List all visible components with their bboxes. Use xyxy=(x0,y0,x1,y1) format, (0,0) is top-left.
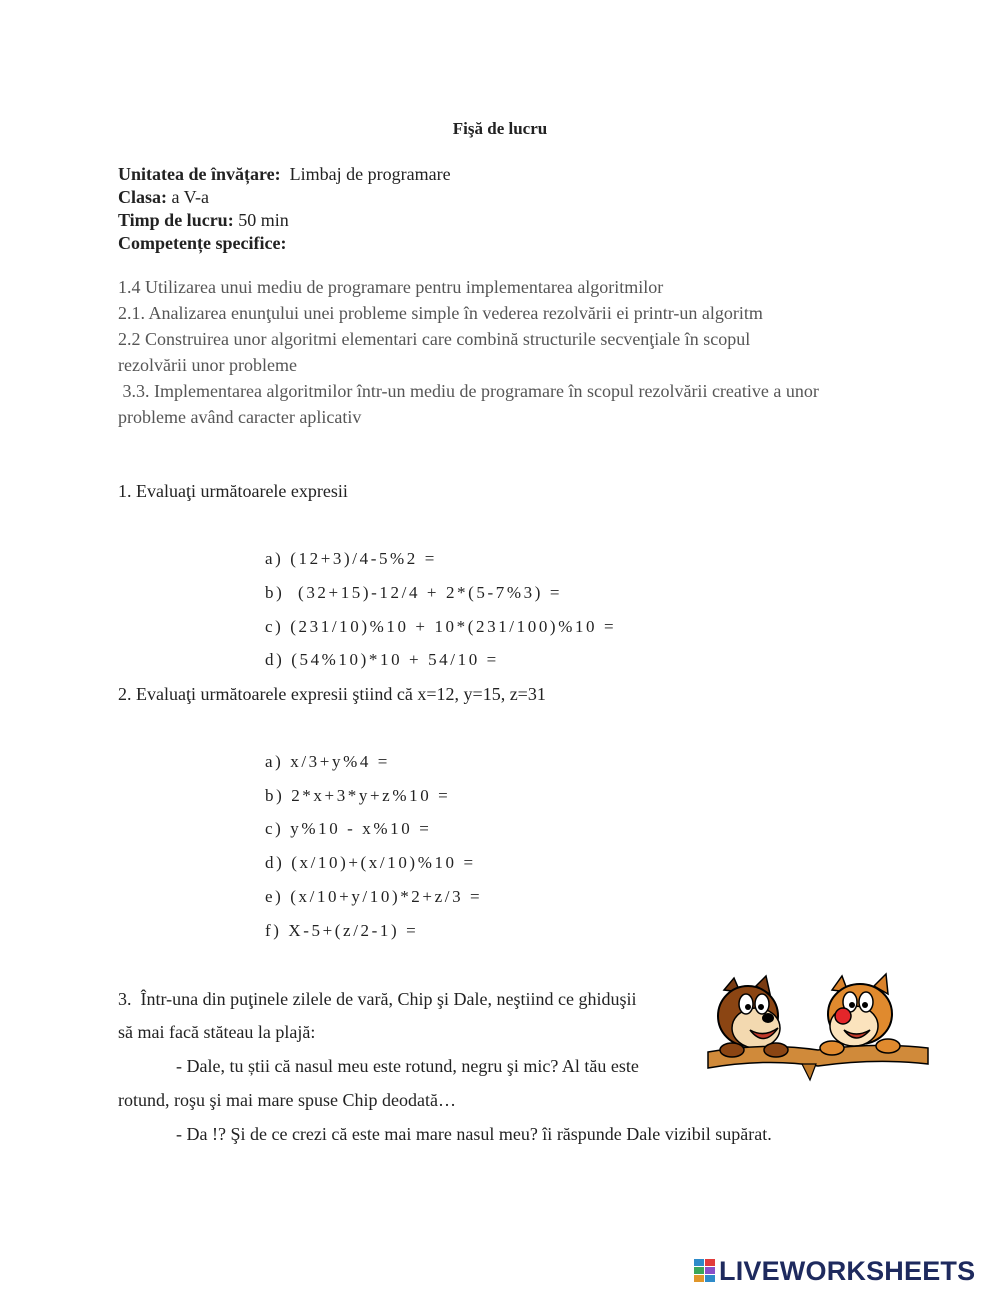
question-2: 2. Evaluaţi următoarele expresii ştiind că x=12, y=15, z=31 xyxy=(118,684,546,704)
expression-item: b) (32+15)-12/4 + 2*(5-7%3) = xyxy=(265,583,563,602)
page-title: Fişă de lucru xyxy=(452,119,548,138)
competence-line: probleme având caracter aplicativ xyxy=(118,407,362,427)
story-line: 3. Într-una din puţinele zilele de vară, Chip şi Dale, neştiind ce ghiduşii xyxy=(118,989,637,1009)
chip-icon xyxy=(718,976,780,1048)
story-line: să mai facă stăteau la plajă: xyxy=(118,1022,316,1042)
class-value: a V-a xyxy=(171,187,209,207)
time-line xyxy=(118,209,289,231)
question-1: 1. Evaluaţi următoarele expresii xyxy=(118,481,348,501)
liveworksheets-logo[interactable] xyxy=(694,1256,975,1286)
time-value: 50 min xyxy=(238,210,289,230)
expression-item: c) y%10 - x%10 = xyxy=(265,819,432,838)
class-line xyxy=(118,186,209,208)
expression-item: b) 2*x+3*y+z%10 = xyxy=(265,786,451,805)
expression-item: a) (12+3)/4-5%2 = xyxy=(265,549,437,568)
expression-item: d) (54%10)*10 + 54/10 = xyxy=(265,650,499,669)
comp-label: Competențe specifice: xyxy=(118,233,287,253)
chip-and-dale-illustration xyxy=(706,972,930,1082)
unit-value: Limbaj de programare xyxy=(289,164,451,184)
expression-item: d) (x/10)+(x/10)%10 = xyxy=(265,853,476,872)
competence-line: 2.1. Analizarea enunţului unei probleme simple în vederea rezolvării ei printr-un algoritm xyxy=(118,303,763,323)
competence-line: 1.4 Utilizarea unui mediu de programare pentru implementarea algoritmilor xyxy=(118,277,664,297)
class-label: Clasa: xyxy=(118,187,167,207)
competences-heading xyxy=(118,232,286,254)
expression-item: f) X-5+(z/2-1) = xyxy=(265,921,419,940)
competence-line: 2.2 Construirea unor algoritmi elementari care combină structurile secvenţiale în scopul xyxy=(118,329,751,349)
expression-item: e) (x/10+y/10)*2+z/3 = xyxy=(265,887,483,906)
expression-item: a) x/3+y%4 = xyxy=(265,752,390,771)
story-line: - Dale, tu știi că nasul meu este rotund, negru şi mic? Al tău este xyxy=(176,1056,639,1076)
liveworksheets-icon xyxy=(694,1259,716,1283)
competence-line: 3.3. Implementarea algoritmilor într-un mediu de programare în scopul rezolvării creative a unor xyxy=(118,381,819,401)
unit-line xyxy=(118,163,451,185)
logo-text: LIVEWORKSHEETS xyxy=(719,1255,976,1286)
story-line: - Da !? Şi de ce crezi că este mai mare nasul meu? îi răspunde Dale vizibil supărat. xyxy=(176,1124,772,1144)
expression-item: c) (231/10)%10 + 10*(231/100)%10 = xyxy=(265,617,617,636)
competence-line: rezolvării unor probleme xyxy=(118,355,297,375)
time-label: Timp de lucru: xyxy=(118,210,234,230)
unit-label: Unitatea de învățare: xyxy=(118,164,281,184)
story-line: rotund, roşu şi mai mare spuse Chip deodată… xyxy=(118,1090,456,1110)
dale-icon xyxy=(828,974,892,1046)
